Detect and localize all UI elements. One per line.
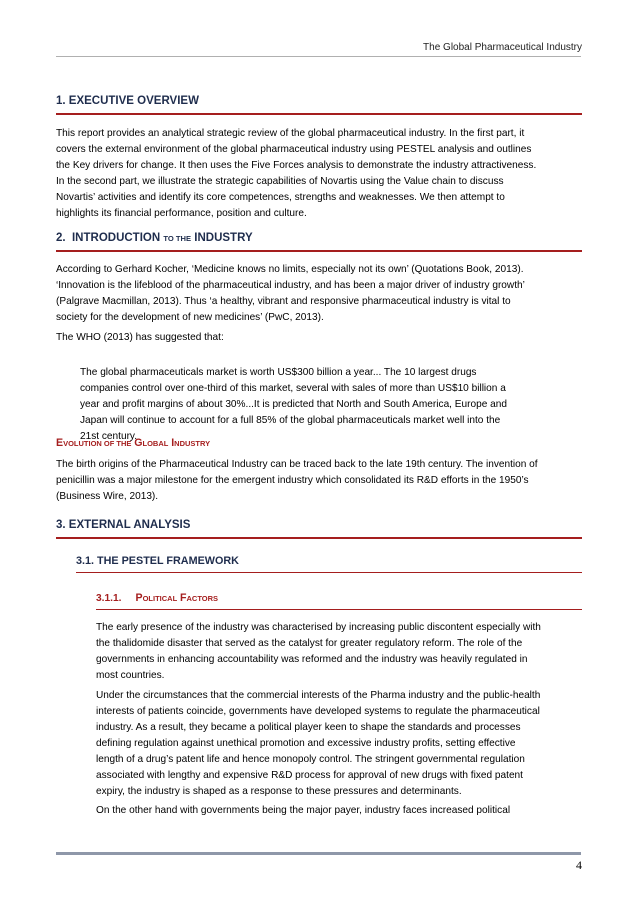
para-executive-overview: This report provides an analytical strategic review of the global pharmaceutical industry. In the first part, it covers the external environment of the global pharmaceutical industry using PESTEL analysis and outlines the Key drivers for change. It then uses the Five Forces analysis to demonstrate the industry attractiveness. In the second part, we illustrate the strategic capabilities of Novartis using the Value chain to discuss Novartis’ activities and identify its core competences, strengths and weaknesses. We then attempt to highlights its financial performance, position and culture. xyxy=(56,128,537,219)
heading-introduction: 2. INTRODUCTION TO THE INDUSTRY xyxy=(56,232,582,252)
heading-political-factors: 3.1.1. POLITICAL FACTORS xyxy=(96,592,582,610)
para-political-2: Under the circumstances that the commercial interests of the Pharma industry and the public-health interests of patients coincide, governments have developed systems to regulate the pharmaceutical industry. As a result, they became a political player keen to shape the standards and processes defining regulation against unethical promotion and excessive industry profits, setting effective length of a drug’s patent life and hence monopoly control. The stringent governmental regulation associated with lengthy and expensive R&D process for approval of new drugs with fixed patent expiry, the industry is shaped as a response to these pressures and determinants. xyxy=(96,690,541,797)
para-introduction-1: According to Gerhard Kocher, ‘Medicine knows no limits, especially not its own’ (Quotations Book, 2013). ‘Innovation is the lifeblood of the pharmaceutical industry, and has been a major driver of industry growth’ (Palgrave Macmillan, 2013). Thus ‘a healthy, vibrant and responsive pharmaceutical industry is vital to society for the development of new medicines’ (PwC, 2013). xyxy=(56,264,525,323)
para-evolution: The birth origins of the Pharmaceutical Industry can be traced back to the late 19th century. The invention of penicillin was a major milestone for the emergent industry which consolidated its R&D efforts in the 1950’s (Business Wire, 2013). xyxy=(56,459,538,502)
para-political-1: The early presence of the industry was characterised by increasing public discontent especially with the thalidomide disaster that served as the catalyst for greater regulatory reform. The role of the governments in enhancing accountability was reformed and the industry was heavily regulated in most countries. xyxy=(96,622,541,681)
footer-rule xyxy=(56,852,581,855)
block-quote-who: The global pharmaceuticals market is worth US$300 billion a year... The 10 largest drugs companies control over one-third of this market, several with sales of more than US$10 billion a year and profit margins of about 30%...It is predicted that North and South America, Europe and Japan will continue to account for a full 85% of the global pharmaceuticals market well into the 21st century. xyxy=(80,367,507,442)
heading-external-analysis: 3. EXTERNAL ANALYSIS xyxy=(56,519,582,539)
heading-executive-overview: 1. EXECUTIVE OVERVIEW xyxy=(56,95,582,115)
heading-pestel-framework: 3.1. THE PESTEL FRAMEWORK xyxy=(76,555,582,573)
page-number: 4 xyxy=(576,858,582,872)
para-introduction-2: The WHO (2013) has suggested that: xyxy=(56,332,224,343)
running-header: The Global Pharmaceutical Industry xyxy=(423,42,582,53)
header-rule xyxy=(56,56,581,57)
subheading-evolution: EVOLUTION OF THE GLOBAL INDUSTRY xyxy=(56,437,211,449)
para-political-3: On the other hand with governments being the major payer, industry faces increased political xyxy=(96,805,511,816)
